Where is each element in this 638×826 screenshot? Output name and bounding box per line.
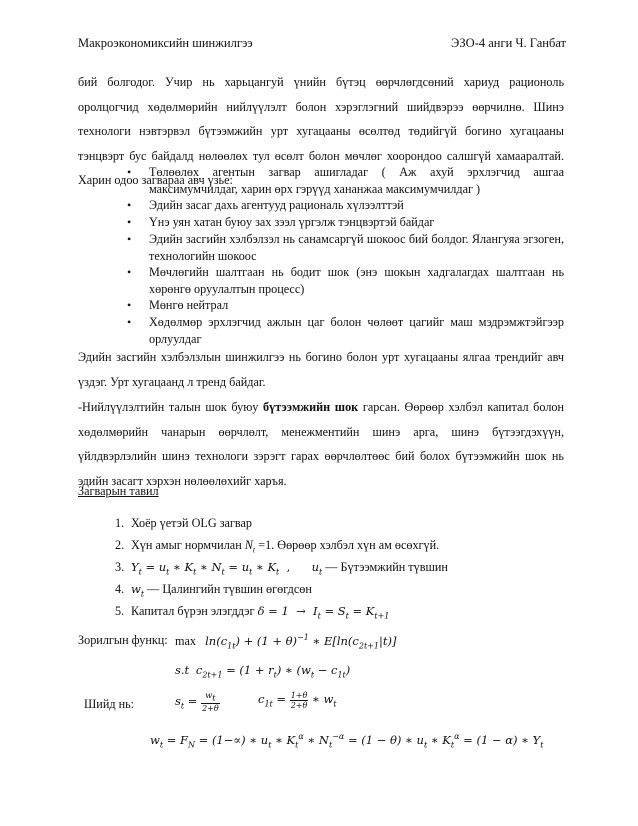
section-heading: Загварын тавил <box>78 484 159 498</box>
numbered-item-2 <box>115 538 439 554</box>
item-number: 5. <box>115 604 125 618</box>
header-left: Макроэкономиксийн шинжилгээ <box>78 36 253 50</box>
depreciation-equation: $\delta = 1 \to I_t = S_t = K_{t+1}$ <box>257 604 390 621</box>
productivity-label: — Бүтээмжийн түвшин <box>325 560 448 574</box>
max-operator: max <box>175 633 196 648</box>
numbered-item-1 <box>115 516 252 531</box>
bullet-item-6: • Мөнгө нейтрал <box>149 297 564 314</box>
constraint-prefix: s.t <box>175 663 190 677</box>
solution-savings: $s_t$ = $\frac{w_t}{2+\theta}$ <box>175 691 219 713</box>
item-text: Хоёр үетэй OLG загвар <box>131 516 253 530</box>
bullet-item-1: • Төлөөлөх агентын загвар ашигладаг ( Аж ахуй эрхлэгчид ашгаа максимумчилдаг, харин өрх гэрүүд хананжаа максимумчилдаг ) <box>149 164 564 197</box>
paragraph-3 <box>78 395 564 493</box>
objective-equation: max $\ln(c_{1t}) + (1 + \theta)^{-1}$ ∗ $E[\ln(c_{2t+1}|t)]$ <box>175 633 397 651</box>
bullet-item-2: • Эдийн засаг дахь агентууд рациональ хүлээлттэй <box>149 197 564 214</box>
item-number: 3. <box>115 560 125 574</box>
header-right: ЭЗО-4 анги Ч. Ганбат <box>451 36 566 50</box>
bullet-item-4: • Эдийн засгийн хэлбэлзэл нь санамсаргүй шокоос бий болдог. Ялангуяа эгзоген, технологийн шокоос <box>149 231 564 264</box>
paragraph-2: Эдийн засгийн хэлбэлзлын шинжилгээ нь богино болон урт хугацааны ялгаа трендийг авч үздэг. Урт хугацаанд л тренд байдаг. <box>78 350 564 389</box>
numbered-item-3: 3. $Y_t = u_t$ ∗ $K_t$ ∗ $N_t = u_t$ ∗ $K_t$ , $u_t$ — Бүтээмжийн түвшин <box>115 560 448 577</box>
wage-equation: $w_t = F_N = (1-\propto)$ ∗ $u_t$ ∗ $K_t^\alpha$ ∗ $N_t^{-\alpha} = (1 - \theta)$ ∗ $u_t$ ∗ $K_t^\alpha = (1 - \alpha)$ ∗ $Y_t$ <box>150 732 544 750</box>
productivity-var: $u_t$ <box>311 560 323 577</box>
bullet-item-7: • Хөдөлмөр эрхлэгчид ажлын цаг болон чөлөөт цагийг маш мэдрэмжтэйгээр орлуулдаг <box>149 314 564 347</box>
solution-consumption: $c_{1t}$ = $\frac{1+\theta}{2+\theta}$ ∗ $w_t$ <box>258 691 337 710</box>
bullet-item-5: • Мөчлөгийн шалтгаан нь бодит шок (энэ шокын хадгалагдах шалтгаан нь хөрөнгө оруулалтын процесс) <box>149 264 564 297</box>
paragraph-3-start: -Нийлүүлэлтийн талын шок буюу <box>78 400 264 414</box>
bullet-item-3: • Үнэ уян хатан буюу зах зээл үргэлж тэнцвэртэй байдаг <box>149 214 564 231</box>
wage-var: $w_t$ <box>131 582 145 599</box>
productivity-shock-term: бүтээмжийн шок <box>263 400 359 414</box>
budget-constraint: s.t $c_{2t+1} = (1 + r_t)$ ∗ $(w_t - c_{1t})$ <box>175 663 351 680</box>
solution-label: Шийд нь: <box>84 697 135 711</box>
numbered-item-4 <box>115 582 312 598</box>
item-number: 1. <box>115 516 125 530</box>
output-equation: $Y_t = u_t$ ∗ $K_t$ ∗ $N_t = u_t$ ∗ $K_t$ <box>131 560 280 577</box>
wage-label: — Цалингийн түвшин өгөгдсөн <box>147 582 312 596</box>
numbered-item-5 <box>115 604 389 620</box>
objective-label: Зорилгын функц: <box>78 633 168 647</box>
paragraph-3-rest: гарсан. Өөрөөр хэлбэл капитал болон хөдөлмөрийн чанарын өөрчлөлт, менежментийн шинэ арга, шинэ бүтээгдэхүүн, үйлдвэрлэлийн шинэ технологи зэрэгт гарах өөрчлөлтөөс бий болох бүтээмжийн шок нь эдийн засагт хэрхэн нөлөөлөхийг харъя. <box>78 400 565 488</box>
population-var: N <box>244 538 253 552</box>
paragraph-1: бий болгодог. Учир нь харьцангуй үнийн бүтэц өөрчлөгдсөний хариуд рационоль оролцогчид хөдөлмөрийн нийлүүлэлт болон хэрэглэгний шийдвэрээ өөрчилнө. Шинэ технологи нэвтэрвэл бүтээмжийн урт хугацааны өсөлтөд төдийгүй богино хугацааны тэнцвэрт бус байдалд нөлөөлөх тул өсөлт болон мөчлөг хоорондоо салшгүй хамааралтай. Харин одоо загвараа авч үзье: <box>78 75 564 187</box>
item-text: Хүн амыг нормчилан <box>131 538 245 552</box>
item-text: Капитал бүрэн элэгддэг <box>131 604 258 618</box>
item-text-rest: =1. Өөрөөр хэлбэл хүн ам өсөхгүй. <box>255 538 440 552</box>
item-number: 2. <box>115 538 125 552</box>
item-number: 4. <box>115 582 125 596</box>
population-sub: t <box>252 545 256 555</box>
